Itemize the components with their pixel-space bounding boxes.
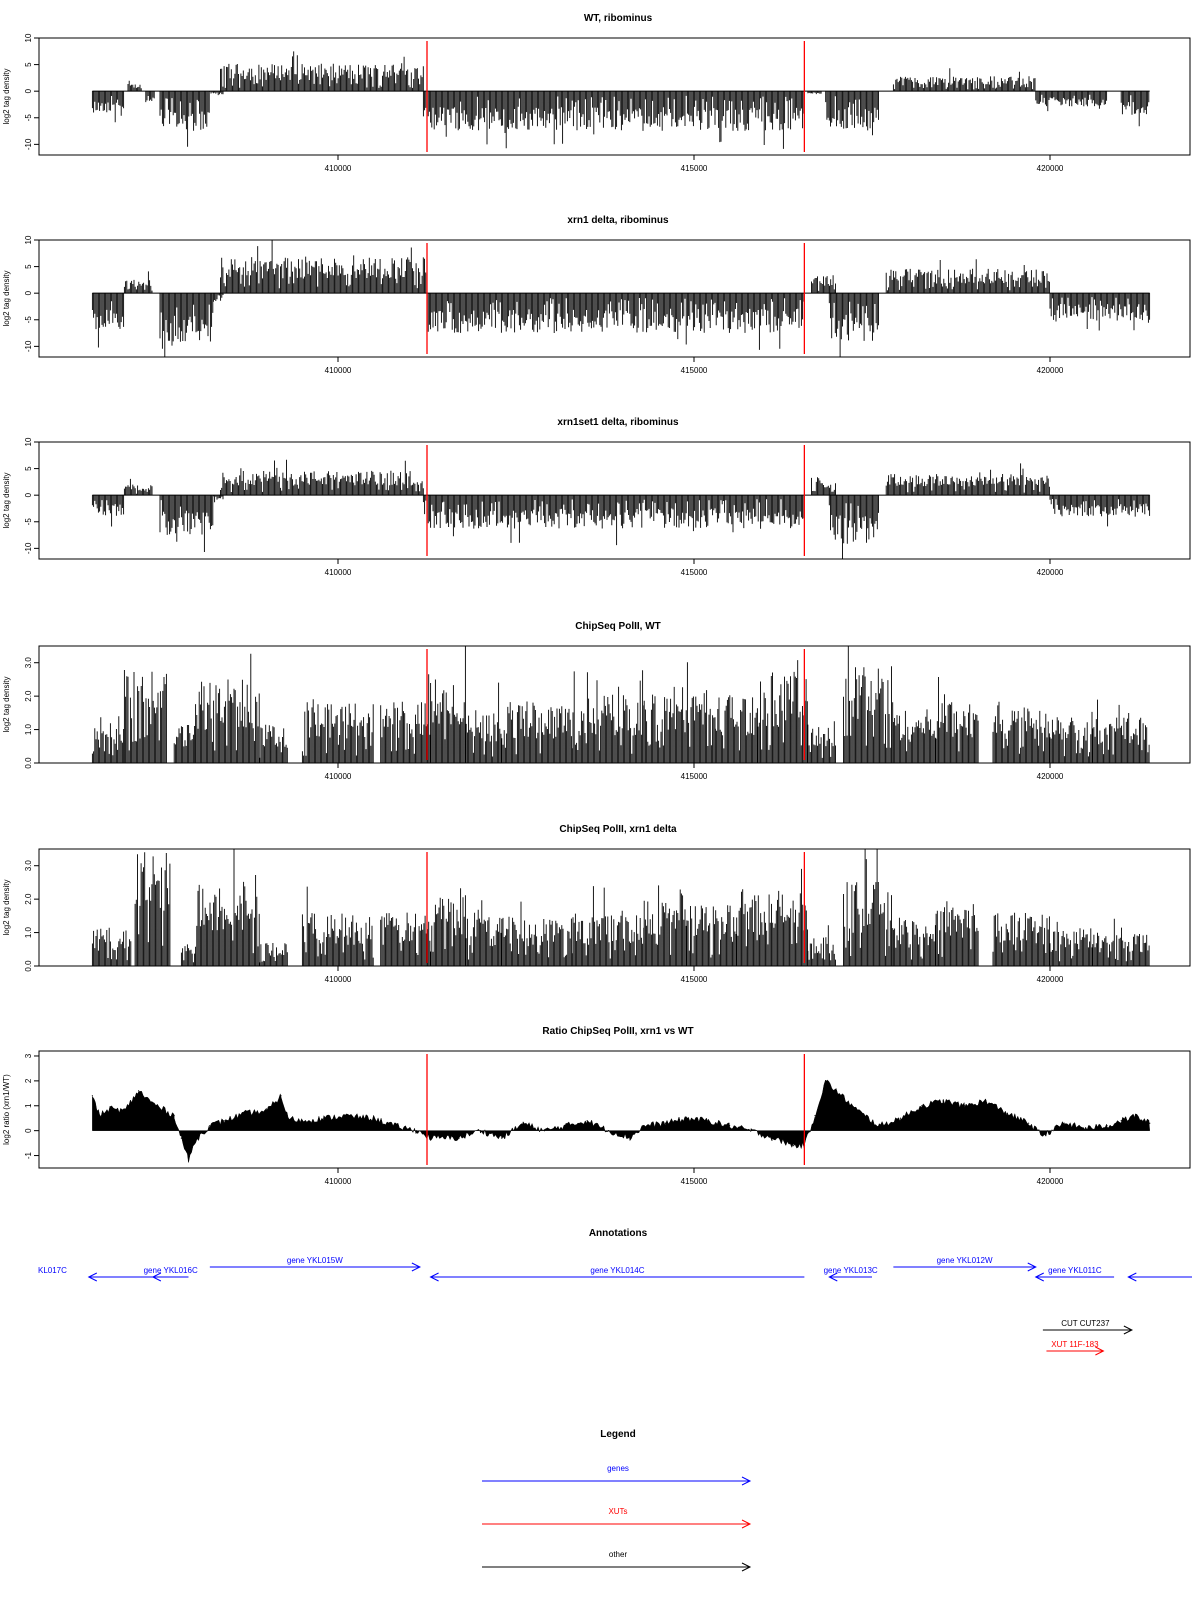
track-5 xyxy=(2,1026,1190,1186)
ratio-point xyxy=(430,1138,431,1139)
gene-label: gene YKL012W xyxy=(936,1256,993,1265)
ratio-point xyxy=(209,1125,210,1126)
ratio-point xyxy=(323,1118,324,1119)
x-tick-label: 415000 xyxy=(680,366,708,375)
y-axis-label: log2 tag density xyxy=(2,270,11,327)
ratio-point xyxy=(480,1130,481,1131)
ratio-point xyxy=(110,1108,111,1109)
series xyxy=(92,51,1149,148)
ratio-point xyxy=(152,1103,153,1104)
ratio-point xyxy=(1085,1128,1086,1129)
legend-arrow-other xyxy=(482,1563,750,1571)
x-tick-label: 420000 xyxy=(1036,1177,1064,1186)
ratio-point xyxy=(458,1138,459,1139)
gene-label: gene YKL016C xyxy=(143,1266,198,1275)
ratio-point xyxy=(814,1115,815,1116)
ratio-point xyxy=(825,1080,826,1081)
y-tick-label: 1.0 xyxy=(24,724,33,736)
x-tick-label: 415000 xyxy=(680,1177,708,1186)
bar-series xyxy=(92,240,1149,357)
ratio-point xyxy=(345,1115,346,1116)
ratio-point xyxy=(544,1130,545,1131)
legend-arrow-xuts xyxy=(482,1520,750,1528)
y-tick-label: 1 xyxy=(24,1103,33,1108)
ratio-point xyxy=(99,1115,100,1116)
track-title: ChipSeq PolII, xrn1 delta xyxy=(559,824,677,835)
ratio-point xyxy=(245,1113,246,1114)
legend-label: XUTs xyxy=(608,1507,628,1516)
x-tick-label: 420000 xyxy=(1036,772,1064,781)
ratio-point xyxy=(138,1090,139,1091)
track-4 xyxy=(2,824,1190,984)
y-tick-label: -10 xyxy=(24,138,33,151)
ratio-point xyxy=(900,1118,901,1119)
track-title: WT, ribominus xyxy=(583,13,653,24)
y-tick-label: 2.0 xyxy=(24,690,33,702)
gene-label: gene YKL014C xyxy=(590,1266,645,1275)
series xyxy=(92,646,1149,763)
x-tick-label: 410000 xyxy=(324,975,352,984)
cut-label: CUT CUT237 xyxy=(1061,1319,1110,1328)
y-axis-label: log2 ratio (xrn1/WT) xyxy=(2,1074,11,1145)
plot-frame xyxy=(39,1051,1190,1168)
y-tick-label: -1 xyxy=(24,1151,33,1160)
ratio-point xyxy=(708,1120,709,1121)
ratio-point xyxy=(416,1130,417,1131)
legend-label: other xyxy=(608,1550,628,1559)
ratio-point xyxy=(523,1123,524,1124)
ratio-point xyxy=(1135,1115,1136,1116)
ratio-point xyxy=(302,1120,303,1121)
track-1 xyxy=(2,215,1190,375)
x-tick-label: 410000 xyxy=(324,772,352,781)
x-tick-label: 415000 xyxy=(680,975,708,984)
ratio-point xyxy=(729,1125,730,1126)
xut-label: XUT 11F-183 xyxy=(1051,1340,1099,1349)
y-tick-label: 5 xyxy=(24,62,33,67)
ratio-point xyxy=(224,1120,225,1121)
y-tick-label: 3.0 xyxy=(24,657,33,669)
gene-label: gene YKL013C xyxy=(823,1266,878,1275)
ratio-point xyxy=(1121,1120,1122,1121)
ratio-point xyxy=(836,1090,837,1091)
ratio-point xyxy=(288,1118,289,1119)
y-tick-label: 1.0 xyxy=(24,927,33,939)
y-tick-label: -5 xyxy=(24,316,33,324)
x-tick-label: 420000 xyxy=(1036,975,1064,984)
ratio-point xyxy=(280,1095,281,1096)
x-tick-label: 410000 xyxy=(324,164,352,173)
ratio-point xyxy=(644,1125,645,1126)
y-tick-label: 2.0 xyxy=(24,893,33,905)
ratio-point xyxy=(608,1130,609,1131)
x-tick-label: 415000 xyxy=(680,164,708,173)
x-tick-label: 410000 xyxy=(324,366,352,375)
ratio-point xyxy=(1106,1125,1107,1126)
series xyxy=(92,240,1149,357)
ratio-point xyxy=(750,1130,751,1131)
ratio-point xyxy=(266,1110,267,1111)
y-tick-label: 10 xyxy=(24,437,33,447)
series xyxy=(92,1080,1150,1162)
ratio-point xyxy=(195,1140,196,1141)
y-axis-label: log2 tag density xyxy=(2,472,11,529)
y-tick-label: -10 xyxy=(24,340,33,353)
ratio-point xyxy=(793,1145,794,1146)
track-0 xyxy=(2,13,1190,173)
ratio-point xyxy=(501,1138,502,1139)
legend-title: Legend xyxy=(600,1429,636,1440)
y-tick-label: 0.0 xyxy=(24,757,33,769)
ratio-point xyxy=(1064,1123,1065,1124)
bar-series xyxy=(92,849,1149,966)
ratio-point xyxy=(181,1138,182,1139)
y-tick-label: 0 xyxy=(24,492,33,498)
annotations-panel xyxy=(38,1228,1192,1355)
y-tick-label: -5 xyxy=(24,518,33,526)
ratio-point xyxy=(124,1110,125,1111)
ratio-point xyxy=(373,1118,374,1119)
track-2 xyxy=(2,417,1190,577)
gene-label: KL017C xyxy=(38,1266,67,1275)
x-tick-label: 415000 xyxy=(680,772,708,781)
ratio-point xyxy=(1028,1123,1029,1124)
bar-series xyxy=(92,460,1149,559)
gene-label: gene YKL015W xyxy=(286,1256,343,1265)
series xyxy=(92,849,1149,966)
track-3 xyxy=(2,621,1190,781)
ratio-point xyxy=(665,1123,666,1124)
track-title: Ratio ChipSeq PolII, xrn1 vs WT xyxy=(542,1026,694,1037)
legend-panel xyxy=(482,1429,750,1571)
y-tick-label: 0.0 xyxy=(24,960,33,972)
x-tick-label: 410000 xyxy=(324,1177,352,1186)
ratio-point xyxy=(772,1138,773,1139)
ratio-point xyxy=(587,1120,588,1121)
y-tick-label: 5 xyxy=(24,264,33,269)
x-tick-label: 420000 xyxy=(1036,366,1064,375)
ratio-point xyxy=(943,1100,944,1101)
x-tick-label: 410000 xyxy=(324,568,352,577)
gene-label: gene YKL011C xyxy=(1048,1266,1102,1275)
tracks-container xyxy=(2,13,1190,1186)
ratio-point xyxy=(565,1125,566,1126)
track-title: ChipSeq PolII, WT xyxy=(575,621,661,632)
y-tick-label: 10 xyxy=(24,33,33,43)
series xyxy=(92,460,1149,559)
ratio-area xyxy=(92,1080,1149,1162)
y-tick-label: -5 xyxy=(24,114,33,122)
y-tick-label: 10 xyxy=(24,235,33,245)
y-tick-label: -10 xyxy=(24,542,33,555)
gene-arrow xyxy=(1128,1273,1192,1281)
y-axis-label: log2 tag density xyxy=(2,879,11,936)
ratio-point xyxy=(879,1125,880,1126)
ratio-point xyxy=(188,1160,189,1161)
y-axis-label: log2 tag density xyxy=(2,676,11,733)
bar-series xyxy=(92,646,1149,763)
bar-series xyxy=(92,51,1148,148)
ratio-point xyxy=(629,1138,630,1139)
track-title: xrn1 delta, ribominus xyxy=(567,215,669,226)
ratio-point xyxy=(857,1110,858,1111)
legend-label: genes xyxy=(607,1464,629,1473)
ratio-point xyxy=(1007,1113,1008,1114)
y-tick-label: 0 xyxy=(24,290,33,296)
annotations-title: Annotations xyxy=(588,1228,648,1239)
ratio-point xyxy=(394,1125,395,1126)
ratio-point xyxy=(1149,1123,1150,1124)
ratio-point xyxy=(174,1115,175,1116)
x-tick-label: 420000 xyxy=(1036,164,1064,173)
y-tick-label: 2 xyxy=(24,1078,33,1084)
y-tick-label: 5 xyxy=(24,466,33,471)
x-tick-label: 420000 xyxy=(1036,568,1064,577)
ratio-point xyxy=(92,1095,93,1096)
legend-arrow-genes xyxy=(482,1477,750,1485)
y-axis-label: log2 tag density xyxy=(2,68,11,125)
ratio-point xyxy=(921,1105,922,1106)
track-title: xrn1set1 delta, ribominus xyxy=(557,417,679,428)
ratio-point xyxy=(686,1118,687,1119)
x-tick-label: 415000 xyxy=(680,568,708,577)
y-tick-label: 0 xyxy=(24,1128,33,1133)
y-tick-label: 3.0 xyxy=(24,860,33,872)
y-tick-label: 0 xyxy=(24,88,33,94)
y-tick-label: 3 xyxy=(24,1053,33,1059)
ratio-point xyxy=(964,1105,965,1106)
ratio-point xyxy=(1042,1135,1043,1136)
ratio-point xyxy=(985,1100,986,1101)
